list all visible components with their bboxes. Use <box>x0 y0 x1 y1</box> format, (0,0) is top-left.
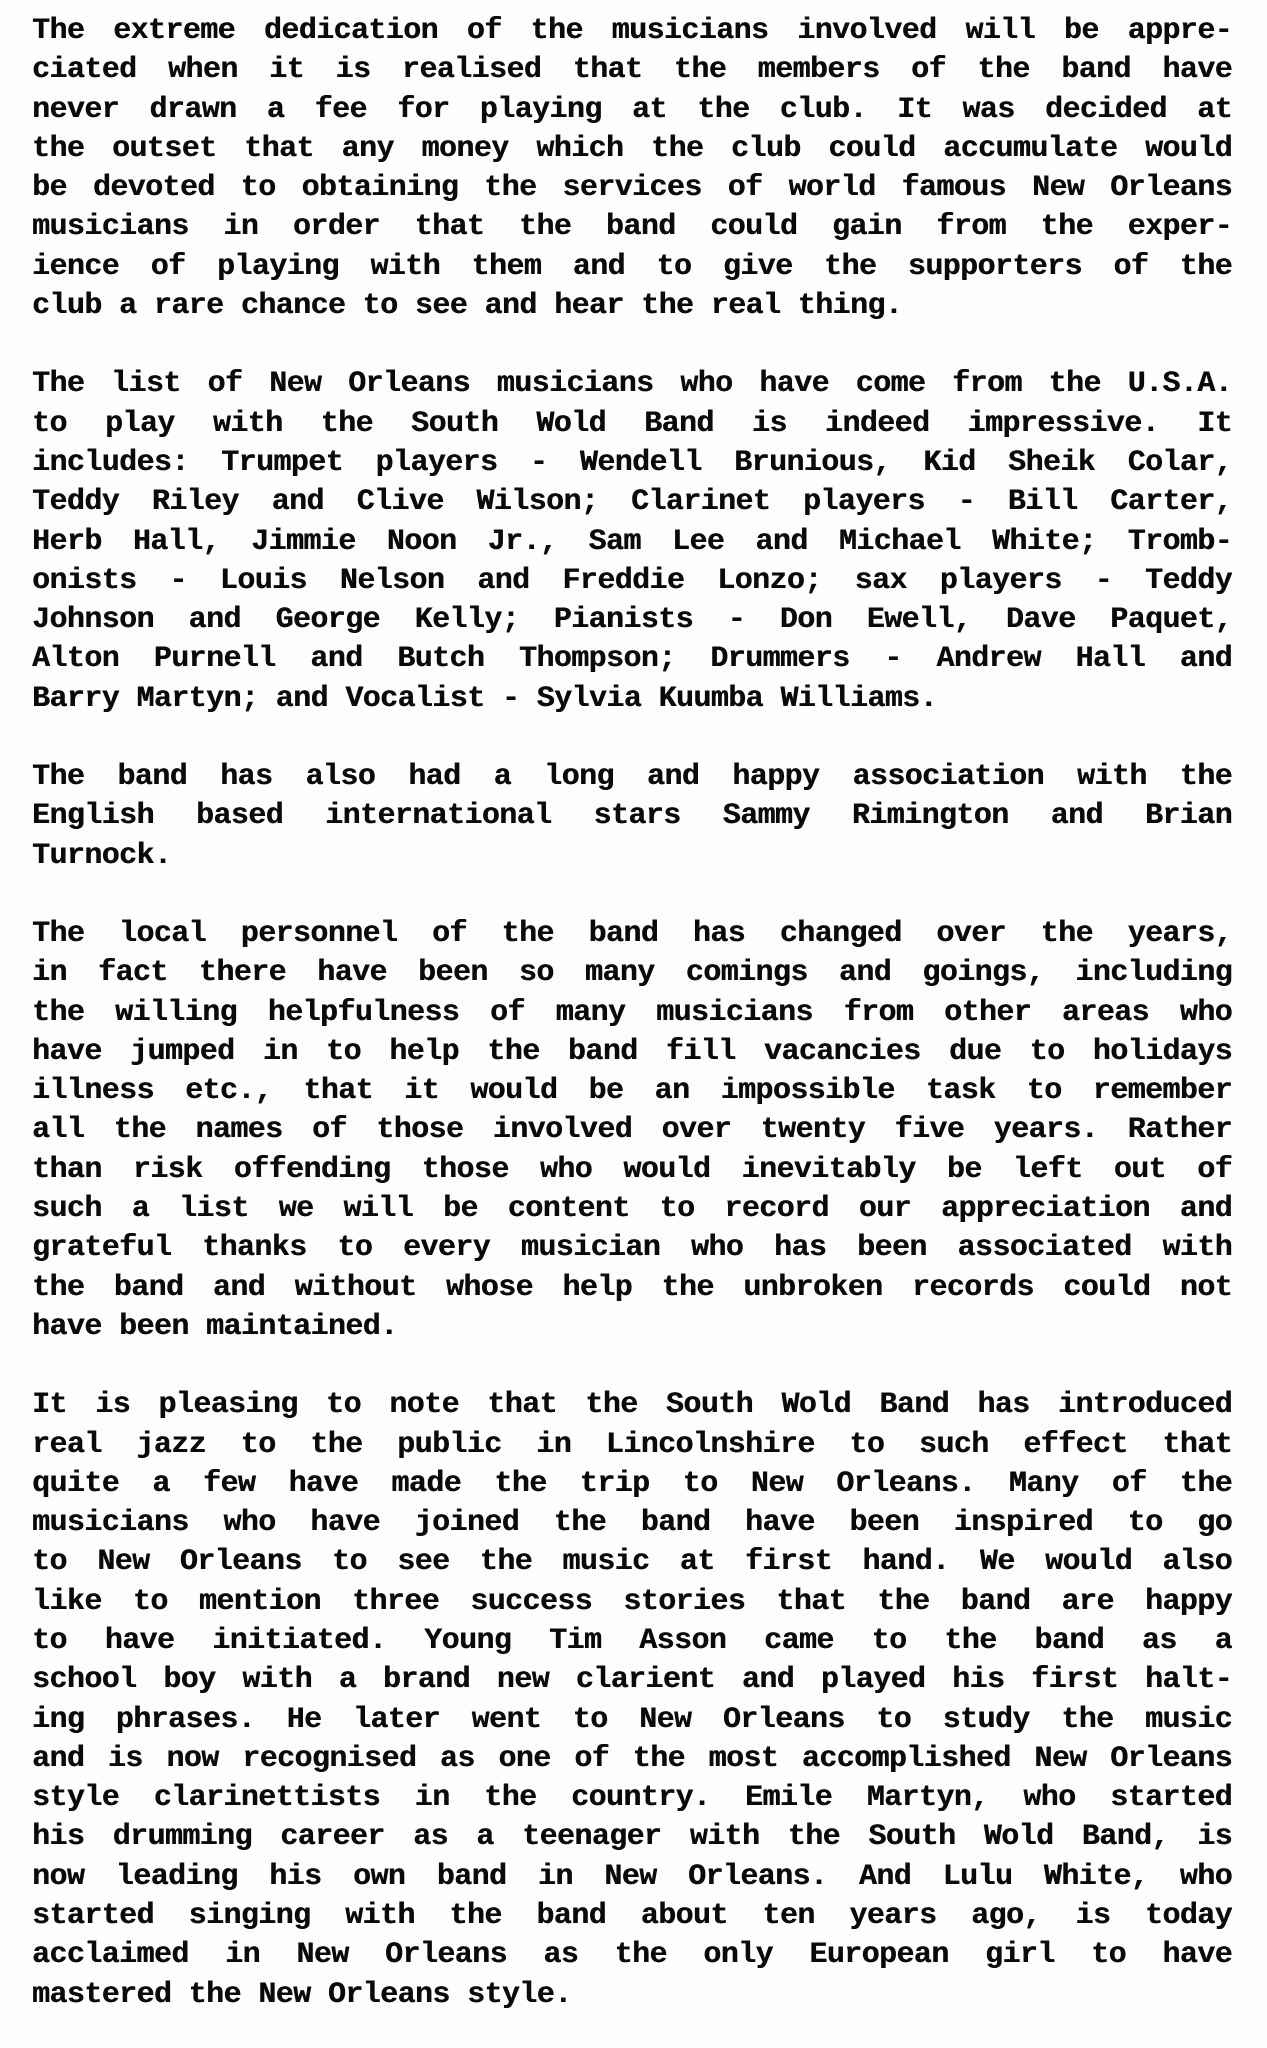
paragraph-success-stories <box>32 1386 1232 2015</box>
text-line: never drawn a fee for playing at the club. It was decided at <box>32 92 1232 127</box>
text-line: The list of New Orleans musicians who have come from the U.S.A. <box>32 367 1232 402</box>
paragraph-visiting-musicians <box>32 365 1232 719</box>
typewritten-text <box>32 12 1232 2015</box>
text-line: to play with the South Wold Band is indeed impressive. It <box>32 406 1232 441</box>
text-line: The band has also had a long and happy association with the <box>32 760 1232 795</box>
text-line: acclaimed in New Orleans as the only European girl to have <box>32 1938 1232 1973</box>
paragraph-local-personnel <box>32 915 1232 1347</box>
text-line: such a list we will be content to record our appreciation and <box>32 1192 1232 1227</box>
paragraph-musician-dedication <box>32 12 1232 326</box>
text-line: the outset that any money which the club could accumulate would <box>32 131 1232 166</box>
text-line: have been maintained. <box>32 1309 398 1344</box>
text-line: quite a few have made the trip to New Orleans. Many of the <box>32 1466 1232 1501</box>
text-line: mastered the New Orleans style. <box>32 1977 572 2012</box>
text-line: style clarinettists in the country. Emile Martyn, who started <box>32 1781 1232 1816</box>
text-line: ciated when it is realised that the members of the band have <box>32 53 1232 88</box>
text-line: English based international stars Sammy Rimington and Brian <box>32 799 1232 834</box>
text-line: The local personnel of the band has changed over the years, <box>32 916 1232 951</box>
text-line: includes: Trumpet players - Wendell Brunious, Kid Sheik Colar, <box>32 445 1232 480</box>
text-line: his drumming career as a teenager with the South Wold Band, is <box>32 1820 1232 1855</box>
text-line: ing phrases. He later went to New Orleans to study the music <box>32 1702 1232 1737</box>
text-line: the band and without whose help the unbroken records could not <box>32 1270 1232 1305</box>
text-line: now leading his own band in New Orleans. And Lulu White, who <box>32 1859 1232 1894</box>
text-line: like to mention three success stories that the band are happy <box>32 1584 1232 1619</box>
text-line: illness etc., that it would be an impossible task to remember <box>32 1074 1232 1109</box>
text-line: the willing helpfulness of many musicians from other areas who <box>32 995 1232 1030</box>
text-line: grateful thanks to every musician who has been associated with <box>32 1231 1232 1266</box>
text-line: school boy with a brand new clarient and played his first halt- <box>32 1663 1232 1698</box>
text-line: all the names of those involved over twenty five years. Rather <box>32 1113 1232 1148</box>
text-line: and is now recognised as one of the most accomplished New Orleans <box>32 1741 1232 1776</box>
text-line: It is pleasing to note that the South Wold Band has introduced <box>32 1388 1232 1423</box>
text-line: than risk offending those who would inevitably be left out of <box>32 1152 1232 1187</box>
text-line: Barry Martyn; and Vocalist - Sylvia Kuumba Williams. <box>32 681 937 716</box>
text-line: Herb Hall, Jimmie Noon Jr., Sam Lee and Michael White; Tromb- <box>32 524 1232 559</box>
text-line: started singing with the band about ten years ago, is today <box>32 1899 1232 1934</box>
text-line: ience of playing with them and to give the supporters of the <box>32 249 1232 284</box>
text-line: Alton Purnell and Butch Thompson; Drummers - Andrew Hall and <box>32 642 1232 677</box>
text-line: club a rare chance to see and hear the real thing. <box>32 289 903 324</box>
text-line: to have initiated. Young Tim Asson came to the band as a <box>32 1623 1232 1658</box>
paragraph-english-stars <box>32 758 1232 876</box>
text-line: onists - Louis Nelson and Freddie Lonzo; sax players - Teddy <box>32 563 1232 598</box>
text-line: Teddy Riley and Clive Wilson; Clarinet players - Bill Carter, <box>32 485 1232 520</box>
text-line: musicians in order that the band could gain from the exper- <box>32 210 1232 245</box>
text-line: The extreme dedication of the musicians involved will be appre- <box>32 14 1232 48</box>
text-line: real jazz to the public in Lincolnshire to such effect that <box>32 1427 1232 1462</box>
text-line: to New Orleans to see the music at first hand. We would also <box>32 1545 1232 1580</box>
text-line: have jumped in to help the band fill vacancies due to holidays <box>32 1034 1232 1069</box>
text-line: be devoted to obtaining the services of world famous New Orleans <box>32 171 1232 206</box>
text-line: Johnson and George Kelly; Pianists - Don Ewell, Dave Paquet, <box>32 603 1232 638</box>
text-line: musicians who have joined the band have been inspired to go <box>32 1506 1232 1541</box>
text-line: in fact there have been so many comings and goings, including <box>32 956 1232 991</box>
text-line: Turnock. <box>32 838 172 873</box>
